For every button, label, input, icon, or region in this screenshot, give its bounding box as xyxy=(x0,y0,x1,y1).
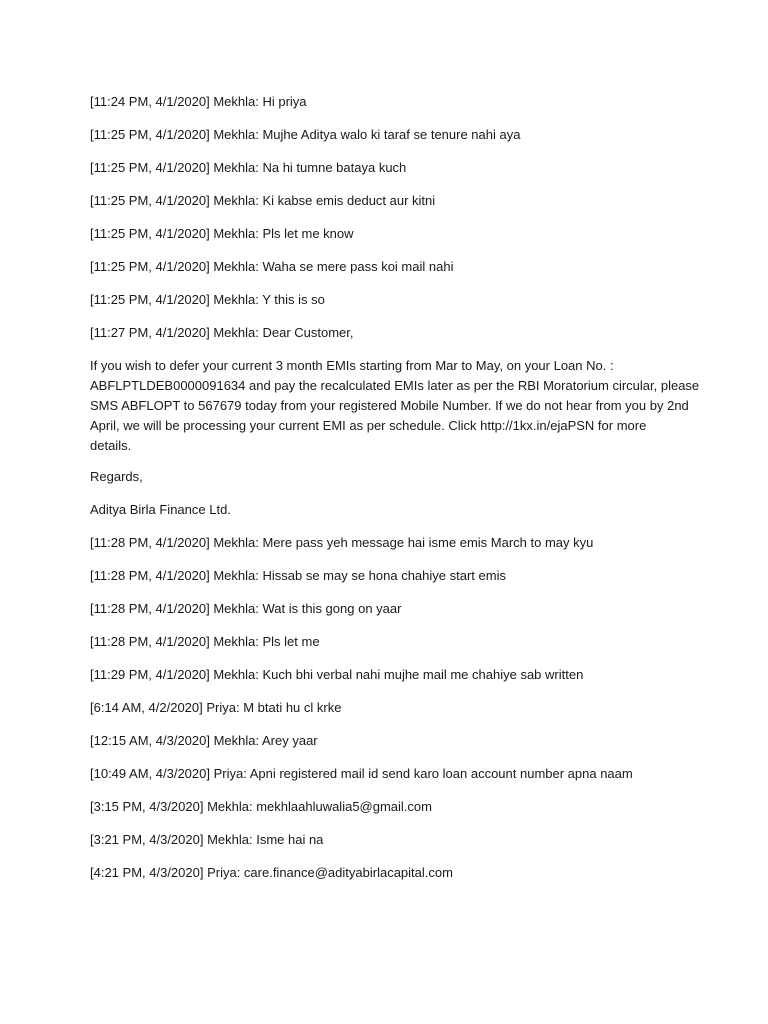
notice-line: details. xyxy=(90,438,132,453)
chat-message: [11:25 PM, 4/1/2020] Mekhla: Y this is so xyxy=(90,292,325,307)
chat-message: [10:49 AM, 4/3/2020] Priya: Apni registered mail id send karo loan account number apna naam xyxy=(90,766,633,781)
chat-message: [11:28 PM, 4/1/2020] Mekhla: Hissab se may se hona chahiye start emis xyxy=(90,568,506,583)
loan-notice-paragraph xyxy=(90,356,700,456)
notice-line: If you wish to defer your current 3 month EMIs starting from Mar to May, on your Loan No. : xyxy=(90,358,614,373)
chat-message: [12:15 AM, 4/3/2020] Mekhla: Arey yaar xyxy=(90,733,318,748)
chat-transcript xyxy=(90,92,700,896)
notice-line: ABFLPTLDEB0000091634 and pay the recalculated EMIs later as per the RBI Moratorium circular, please xyxy=(90,378,700,393)
notice-line: April, we will be processing your current EMI as per schedule. Click http://1kx.in/ejaPSN for more xyxy=(90,418,647,433)
chat-message: [3:21 PM, 4/3/2020] Mekhla: Isme hai na xyxy=(90,832,324,847)
chat-message: [11:25 PM, 4/1/2020] Mekhla: Na hi tumne bataya kuch xyxy=(90,160,407,175)
chat-message: [11:25 PM, 4/1/2020] Mekhla: Pls let me know xyxy=(90,226,354,241)
notice-line: SMS ABFLOPT to 567679 today from your registered Mobile Number. If we do not hear from you by 2nd xyxy=(90,398,689,413)
chat-message: [11:28 PM, 4/1/2020] Mekhla: Mere pass yeh message hai isme emis March to may kyu xyxy=(90,535,594,550)
chat-message: [11:27 PM, 4/1/2020] Mekhla: Dear Customer, xyxy=(90,325,354,340)
signature-text: Aditya Birla Finance Ltd. xyxy=(90,502,231,517)
chat-message: [4:21 PM, 4/3/2020] Priya: care.finance@adityabirlacapital.com xyxy=(90,865,453,880)
chat-message: [3:15 PM, 4/3/2020] Mekhla: mekhlaahluwalia5@gmail.com xyxy=(90,799,432,814)
chat-message: [11:28 PM, 4/1/2020] Mekhla: Pls let me xyxy=(90,634,320,649)
chat-message: [6:14 AM, 4/2/2020] Priya: M btati hu cl krke xyxy=(90,700,342,715)
chat-message: [11:25 PM, 4/1/2020] Mekhla: Ki kabse emis deduct aur kitni xyxy=(90,193,436,208)
chat-message: [11:24 PM, 4/1/2020] Mekhla: Hi priya xyxy=(90,94,307,109)
chat-message: [11:28 PM, 4/1/2020] Mekhla: Wat is this gong on yaar xyxy=(90,601,402,616)
chat-message: [11:25 PM, 4/1/2020] Mekhla: Waha se mere pass koi mail nahi xyxy=(90,259,454,274)
chat-message: [11:29 PM, 4/1/2020] Mekhla: Kuch bhi verbal nahi mujhe mail me chahiye sab written xyxy=(90,667,584,682)
chat-message: [11:25 PM, 4/1/2020] Mekhla: Mujhe Aditya walo ki taraf se tenure nahi aya xyxy=(90,127,521,142)
regards-text: Regards, xyxy=(90,469,143,484)
